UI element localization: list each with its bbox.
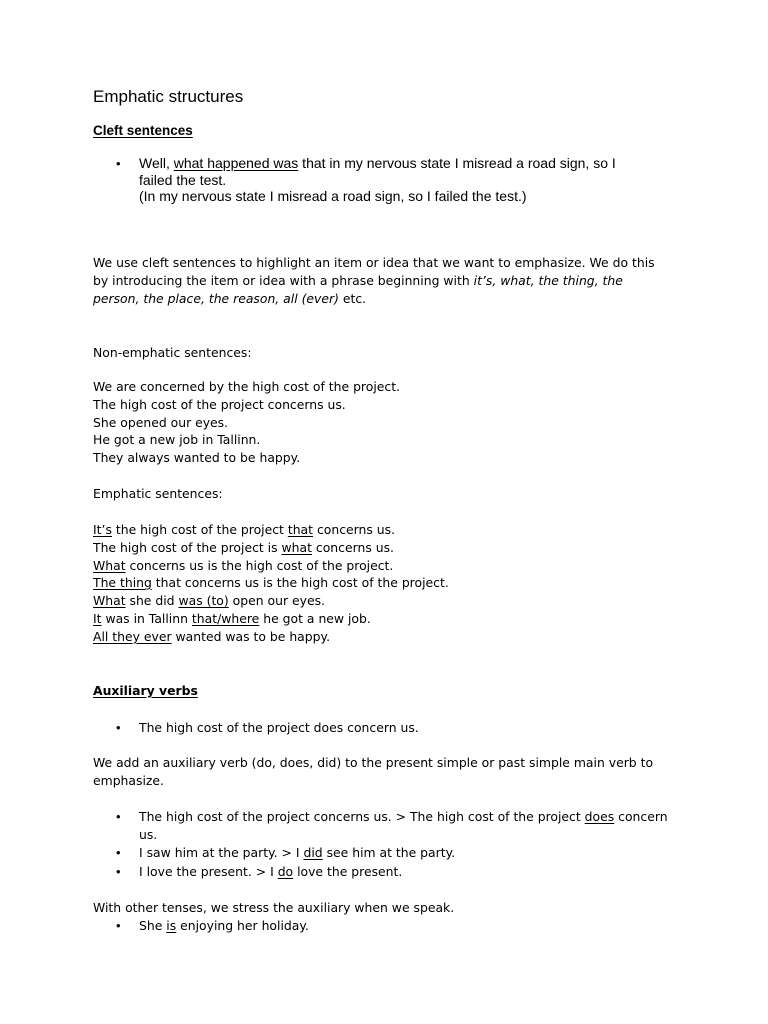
page-title: Emphatic structures xyxy=(93,87,244,106)
non-emphatic-sentence: They always wanted to be happy. xyxy=(93,450,301,465)
emphatic-sentence: What she did was (to) open our eyes. xyxy=(93,593,325,608)
non-emphatic-label: Non-emphatic sentences: xyxy=(93,345,252,360)
non-emphatic-sentence: We are concerned by the high cost of the project. xyxy=(93,379,401,394)
bullet-icon: • xyxy=(116,809,121,824)
bullet-icon: • xyxy=(116,845,121,860)
non-emphatic-sentence: He got a new job in Tallinn. xyxy=(93,432,261,447)
aux-tenses-note: With other tenses, we stress the auxiliary when we speak. xyxy=(93,900,455,915)
emphatic-sentence: What concerns us is the high cost of the project. xyxy=(93,558,394,573)
emphatic-sentence: The thing that concerns us is the high cost of the project. xyxy=(93,575,449,590)
cleft-explanation-line: person, the place, the reason, all (ever) etc. xyxy=(93,291,367,306)
cleft-example-line: Well, what happened was that in my nervous state I misread a road sign, so I xyxy=(139,155,616,171)
non-emphatic-sentence: She opened our eyes. xyxy=(93,415,229,430)
cleft-example-paraphrase: (In my nervous state I misread a road sign, so I failed the test.) xyxy=(139,188,527,204)
aux-bullet: The high cost of the project concerns us. > The high cost of the project does concern xyxy=(139,809,668,824)
bullet-icon: • xyxy=(116,156,121,171)
bullet-icon: • xyxy=(116,864,121,879)
aux-bullet: She is enjoying her holiday. xyxy=(139,918,309,933)
section-heading-cleft: Cleft sentences xyxy=(93,123,193,138)
emphatic-sentence: It was in Tallinn that/where he got a new job. xyxy=(93,611,371,626)
non-emphatic-sentence: The high cost of the project concerns us. xyxy=(93,397,346,412)
emphatic-sentence: All they ever wanted was to be happy. xyxy=(93,629,331,644)
cleft-explanation-line: by introducing the item or idea with a phrase beginning with it’s, what, the thing, the xyxy=(93,273,623,288)
aux-explanation-line: emphasize. xyxy=(93,773,164,788)
aux-bullet: I love the present. > I do love the present. xyxy=(139,864,403,879)
emphatic-sentence: It’s the high cost of the project that concerns us. xyxy=(93,522,396,537)
bullet-icon: • xyxy=(116,918,121,933)
aux-explanation-line: We add an auxiliary verb (do, does, did) to the present simple or past simple main verb to xyxy=(93,755,654,770)
aux-bullet: I saw him at the party. > I did see him at the party. xyxy=(139,845,456,860)
emphatic-sentence: The high cost of the project is what concerns us. xyxy=(93,540,394,555)
bullet-icon: • xyxy=(116,720,121,735)
cleft-example-line: failed the test. xyxy=(139,172,227,188)
emphatic-label: Emphatic sentences: xyxy=(93,486,223,501)
aux-bullet-continued: us. xyxy=(139,827,158,842)
cleft-explanation-line: We use cleft sentences to highlight an item or idea that we want to emphasize. We do this xyxy=(93,255,655,270)
aux-example: The high cost of the project does concern us. xyxy=(139,720,419,735)
section-heading-auxiliary: Auxiliary verbs xyxy=(93,683,198,698)
